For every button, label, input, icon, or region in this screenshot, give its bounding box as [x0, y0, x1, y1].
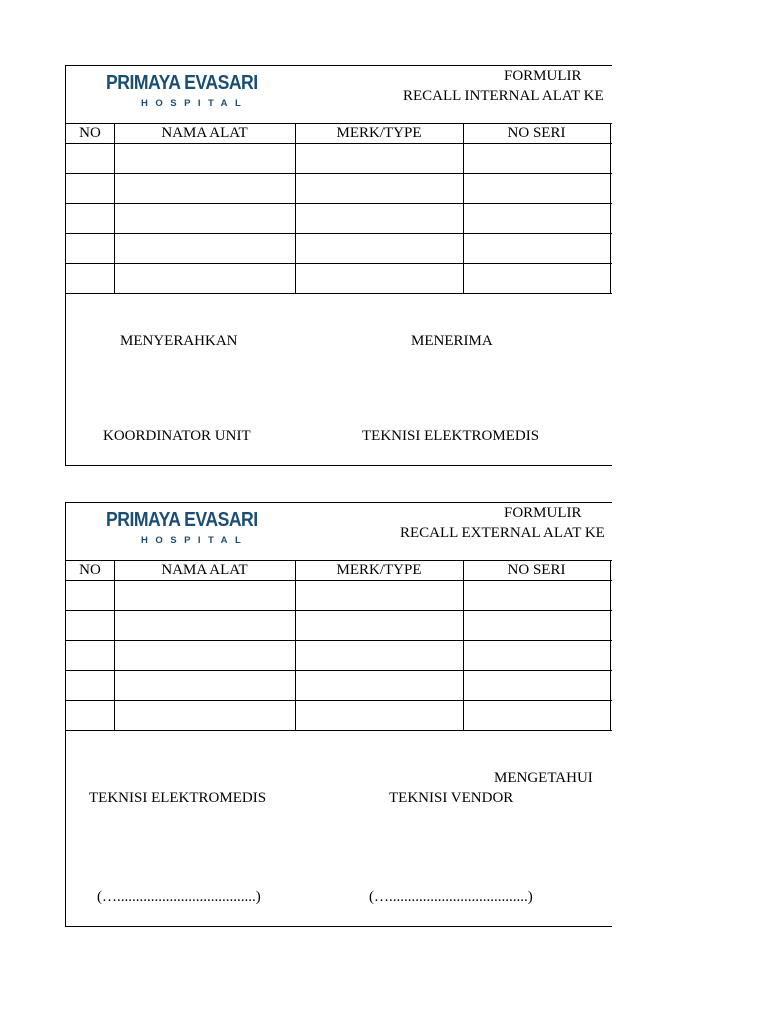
recall-external-form — [65, 502, 612, 927]
col-line — [295, 123, 296, 294]
col-line — [463, 123, 464, 294]
row-line — [66, 610, 612, 611]
col-header-no: NO — [79, 125, 101, 141]
col-header-merk-type: MERK/TYPE — [336, 125, 422, 141]
col-header-nama-alat: NAMA ALAT — [161, 125, 248, 141]
row-line — [66, 173, 612, 174]
form-title-formulir: FORMULIR — [504, 68, 582, 84]
col-header-no-seri: NO SERI — [507, 562, 566, 578]
col-header-no: NO — [79, 562, 101, 578]
col-line — [610, 123, 611, 294]
header-bottom-line — [66, 580, 612, 581]
logo-sub: HOSPITAL — [141, 98, 249, 109]
col-header-nama-alat: NAMA ALAT — [161, 562, 248, 578]
row-line — [66, 233, 612, 234]
recall-internal-form — [65, 65, 612, 466]
table-bottom-line — [66, 730, 612, 731]
header-bottom-line — [66, 143, 612, 144]
row-line — [66, 640, 612, 641]
signature-label-mengetahui: MENGETAHUI — [494, 770, 593, 786]
signature-blank-left: (….....................................) — [97, 889, 261, 905]
col-line — [295, 560, 296, 731]
hospital-logo — [106, 71, 258, 111]
col-line — [114, 123, 115, 294]
signature-label-koordinator-unit: KOORDINATOR UNIT — [103, 428, 251, 444]
col-header-merk-type: MERK/TYPE — [336, 562, 422, 578]
logo-name: PRIMAYA EVASARI — [106, 71, 258, 94]
col-line — [463, 560, 464, 731]
logo-sub: HOSPITAL — [141, 535, 249, 546]
signature-label-teknisi-elektromedis: TEKNISI ELEKTROMEDIS — [362, 428, 540, 444]
signature-label-teknisi-vendor: TEKNISI VENDOR — [389, 790, 514, 806]
row-line — [66, 670, 612, 671]
logo-name: PRIMAYA EVASARI — [106, 508, 258, 531]
col-header-no-seri: NO SERI — [507, 125, 566, 141]
signature-label-menerima: MENERIMA — [411, 333, 493, 349]
table-bottom-line — [66, 293, 612, 294]
row-line — [66, 700, 612, 701]
row-line — [66, 263, 612, 264]
signature-label-menyerahkan: MENYERAHKAN — [120, 333, 238, 349]
hospital-logo — [106, 508, 258, 548]
form-title: RECALL INTERNAL ALAT KE — [403, 88, 604, 104]
row-line — [66, 203, 612, 204]
col-line — [114, 560, 115, 731]
col-line — [610, 560, 611, 731]
signature-label-teknisi-elektromedis: TEKNISI ELEKTROMEDIS — [89, 790, 267, 806]
form-title: RECALL EXTERNAL ALAT KE — [400, 525, 605, 541]
form-title-formulir: FORMULIR — [504, 505, 582, 521]
signature-blank-right: (….....................................) — [369, 889, 533, 905]
